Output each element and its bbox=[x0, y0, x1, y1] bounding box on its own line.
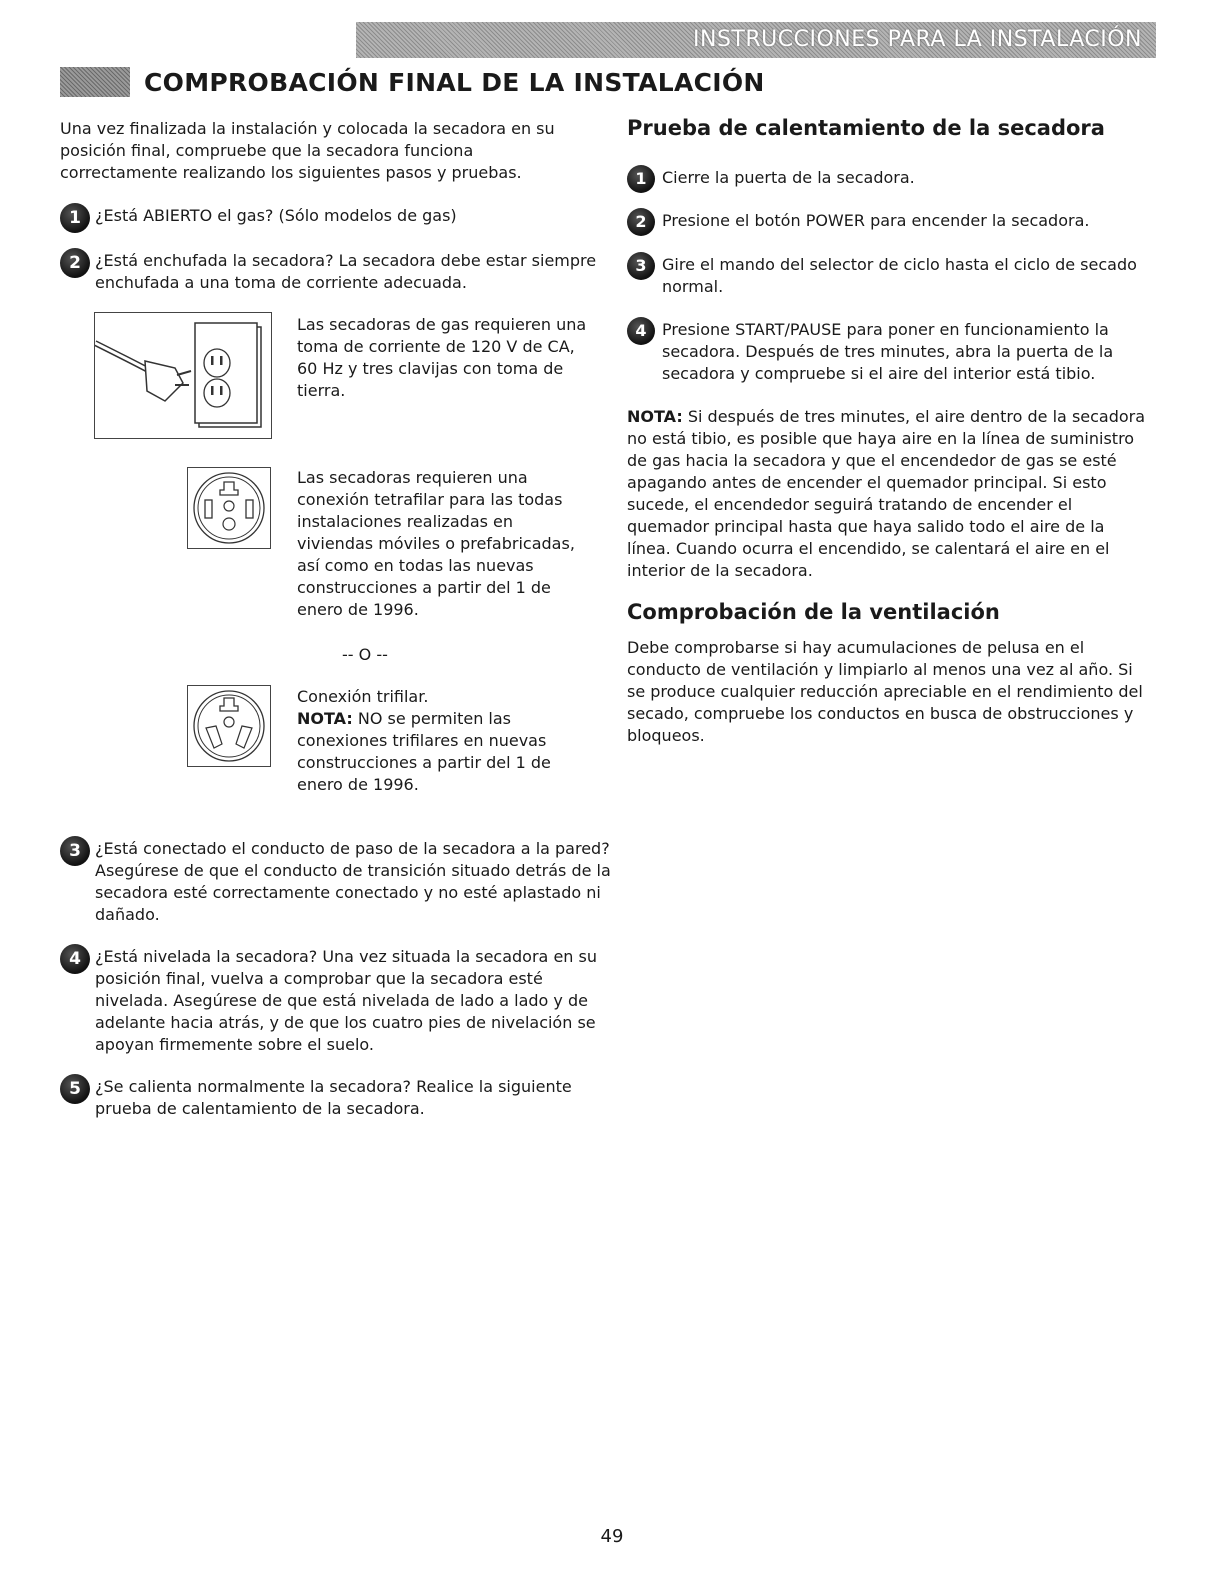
check-step-1-text: ¿Está ABIERTO el gas? (Sólo modelos de gas) bbox=[95, 206, 457, 225]
heat-step-2 bbox=[627, 210, 1187, 232]
three-wire-caption bbox=[297, 686, 587, 796]
step-number-5: 5 bbox=[60, 1074, 90, 1104]
check-step-5 bbox=[60, 1076, 620, 1120]
four-wire-figure bbox=[187, 467, 271, 549]
left-column bbox=[60, 118, 590, 184]
check-step-3-text: ¿Está conectado el conducto de paso de la secadora a la pared? Asegúrese de que el conducto de transición situado detrás de la secadora esté correctamente conectado y no esté aplastado ni dañado. bbox=[95, 839, 611, 924]
vent-check-heading: Comprobación de la ventilación bbox=[627, 600, 1000, 624]
heat-test-heading: Prueba de calentamiento de la secadora bbox=[627, 116, 1105, 140]
title-bar-decoration bbox=[60, 67, 130, 97]
three-wire-figure bbox=[187, 685, 271, 767]
section-title-text: COMPROBACIÓN FINAL DE LA INSTALACIÓN bbox=[144, 67, 765, 97]
heat-step-number-2: 2 bbox=[627, 208, 655, 236]
heat-step-number-1: 1 bbox=[627, 165, 655, 193]
check-step-5-text: ¿Se calienta normalmente la secadora? Realice la siguiente prueba de calentamiento de la secadora. bbox=[95, 1077, 572, 1118]
heat-note-label: NOTA: bbox=[627, 407, 683, 426]
plug-outlet-icon bbox=[95, 313, 271, 438]
check-step-4-text: ¿Está nivelada la secadora? Una vez situada la secadora en su posición final, vuelva a comprobar que la secadora esté nivelada. Asegúrese de que está nivelada de lado a lado y de adelante hacia atrás, y de que los cuatro pies de nivelación se apoyan firmemente sobre el suelo. bbox=[95, 947, 597, 1054]
intro-paragraph: Una vez finalizada la instalación y colocada la secadora en su posición final, compruebe que la secadora funciona correctamente realizando los siguientes pasos y pruebas. bbox=[60, 119, 555, 182]
check-step-2-text: ¿Está enchufada la secadora? La secadora debe estar siempre enchufada a una toma de corriente adecuada. bbox=[95, 251, 597, 292]
heat-step-3 bbox=[627, 254, 1187, 298]
vent-check-text: Debe comprobarse si hay acumulaciones de pelusa en el conducto de ventilación y limpiarlo al menos una vez al año. Si se produce cualquier reducción apreciable en el rendimiento del secado, compruebe los conductos en busca de obstrucciones y bloqueos. bbox=[627, 638, 1143, 745]
heat-step-4 bbox=[627, 319, 1187, 385]
step-number-3: 3 bbox=[60, 836, 90, 866]
heat-step-number-4: 4 bbox=[627, 317, 655, 345]
four-wire-caption: Las secadoras requieren una conexión tetrafilar para las todas instalaciones realizadas en viviendas móviles o prefabricadas, así como en todas las nuevas construcciones a partir del 1 de enero de 1996. bbox=[297, 468, 575, 619]
three-wire-note bbox=[297, 708, 587, 796]
heat-step-3-text: Gire el mando del selector de ciclo hasta el ciclo de secado normal. bbox=[662, 255, 1137, 296]
three-wire-title: Conexión trifilar. bbox=[297, 687, 429, 706]
or-separator: -- O -- bbox=[342, 645, 388, 664]
right-column bbox=[627, 114, 1157, 142]
heat-step-4-text: Presione START/PAUSE para poner en funcionamiento la secadora. Después de tres minutes, abra la puerta de la secadora y compruebe si el aire del interior está tibio. bbox=[662, 320, 1114, 383]
check-step-4 bbox=[60, 946, 620, 1056]
step-number-4: 4 bbox=[60, 944, 90, 974]
three-wire-note-label: NOTA: bbox=[297, 709, 353, 728]
check-step-1 bbox=[60, 205, 615, 227]
heat-step-1 bbox=[627, 167, 1187, 189]
page-number: 49 bbox=[600, 1526, 624, 1547]
three-wire-note-text: NO se permiten las conexiones trifilares en nuevas construcciones a partir del 1 de enero de 1996. bbox=[297, 709, 551, 794]
heat-step-number-3: 3 bbox=[627, 252, 655, 280]
gas-outlet-caption: Las secadoras de gas requieren una toma de corriente de 120 V de CA, 60 Hz y tres clavijas con toma de tierra. bbox=[297, 315, 587, 400]
plug-outlet-figure bbox=[94, 312, 272, 439]
section-title bbox=[60, 62, 765, 102]
check-step-2 bbox=[60, 250, 615, 294]
step-number-2: 2 bbox=[60, 248, 90, 278]
header-band: INSTRUCCIONES PARA LA INSTALACIÓN bbox=[356, 22, 1156, 58]
heat-step-2-text: Presione el botón POWER para encender la secadora. bbox=[662, 211, 1090, 230]
step-number-1: 1 bbox=[60, 203, 90, 233]
four-wire-outlet-icon bbox=[188, 468, 270, 548]
heat-step-1-text: Cierre la puerta de la secadora. bbox=[662, 168, 915, 187]
heat-note-text: Si después de tres minutes, el aire dentro de la secadora no está tibio, es posible que haya aire en la línea de suministro de gas hacia la secadora y que el encendedor de gas se esté apagando antes de encender el quemador principal. Si esto sucede, el encendedor seguirá tratando de encender el quemador principal hasta que haya salido todo el aire de la línea. Cuando ocurra el encendido, se calentará el aire en el interior de la secadora. bbox=[627, 407, 1146, 580]
heat-test-note bbox=[627, 406, 1152, 582]
check-step-3 bbox=[60, 838, 620, 926]
three-wire-outlet-icon bbox=[188, 686, 270, 766]
